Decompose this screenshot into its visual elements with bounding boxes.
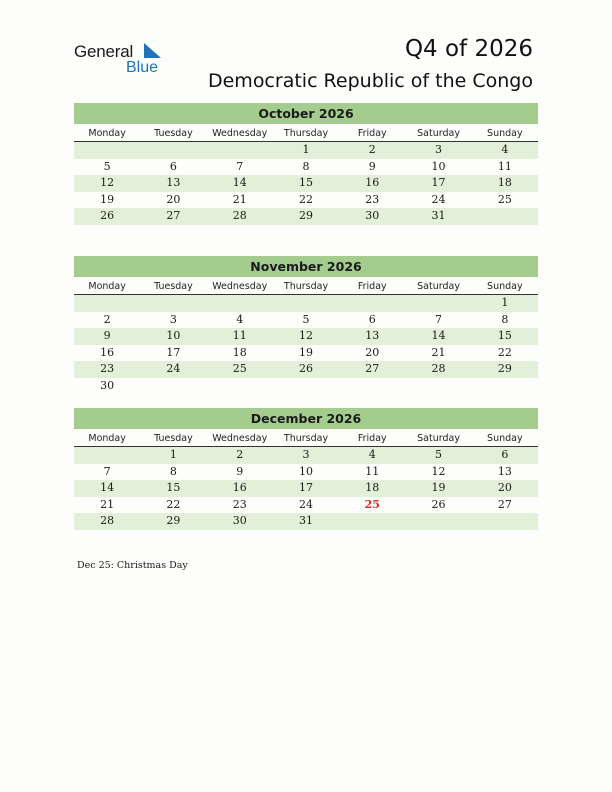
date-cell: 4 xyxy=(368,448,376,461)
date-cell xyxy=(405,378,471,395)
weekday-header-row xyxy=(74,277,538,295)
date-cell xyxy=(472,208,538,225)
date-cell: 23 xyxy=(365,192,380,206)
week-row xyxy=(74,497,538,514)
date-cell: 21 xyxy=(232,192,247,206)
date-cell xyxy=(273,295,339,312)
date-cell: 13 xyxy=(166,176,181,189)
week-row xyxy=(74,295,538,312)
date-cell: 5 xyxy=(103,159,111,173)
date-cell: 20 xyxy=(497,481,512,494)
date-cell: 7 xyxy=(236,159,244,173)
weekday-label: Monday xyxy=(88,128,126,139)
week-row xyxy=(74,480,538,497)
date-cell: 5 xyxy=(302,312,310,326)
date-cell xyxy=(405,295,471,312)
date-cell: 4 xyxy=(236,312,244,326)
date-cell: 27 xyxy=(365,362,380,375)
date-cell: 11 xyxy=(497,159,512,173)
date-cell: 17 xyxy=(166,345,181,359)
date-cell xyxy=(207,378,273,395)
date-cell: 28 xyxy=(232,209,247,222)
logo-blue-text: Blue xyxy=(126,59,159,76)
date-cell xyxy=(207,295,273,312)
week-row xyxy=(74,328,538,345)
date-cell: 18 xyxy=(232,345,247,359)
date-cell: 3 xyxy=(169,312,177,326)
date-cell xyxy=(140,142,206,159)
date-cell: 25 xyxy=(497,192,512,206)
month-title: November 2026 xyxy=(74,256,538,277)
date-cell: 2 xyxy=(368,143,376,156)
weekday-label: Friday xyxy=(357,128,387,139)
date-cell: 16 xyxy=(232,481,247,494)
date-cell: 6 xyxy=(501,448,509,461)
date-cell: 28 xyxy=(431,362,446,375)
week-row xyxy=(74,361,538,378)
week-row xyxy=(74,175,538,192)
calendar-october xyxy=(74,103,538,225)
month-title: October 2026 xyxy=(74,103,538,124)
date-cell: 17 xyxy=(431,176,446,189)
calendar-november xyxy=(74,256,538,394)
date-cell: 1 xyxy=(501,296,509,309)
week-row xyxy=(74,378,538,395)
date-cell xyxy=(339,295,405,312)
date-cell: 17 xyxy=(298,481,313,494)
date-cell: 27 xyxy=(166,209,181,222)
weekday-label: Friday xyxy=(357,281,387,292)
week-row xyxy=(74,513,538,530)
date-cell: 5 xyxy=(435,448,443,461)
date-cell: 7 xyxy=(103,464,111,478)
date-cell: 23 xyxy=(232,497,247,511)
date-cell: 16 xyxy=(100,345,115,359)
date-cell: 30 xyxy=(232,514,247,527)
date-cell: 6 xyxy=(368,312,376,326)
date-cell xyxy=(339,378,405,395)
date-cell: 22 xyxy=(298,192,313,206)
weekday-label: Sunday xyxy=(487,433,523,444)
date-cell: 25 xyxy=(232,362,247,375)
date-cell xyxy=(472,513,538,530)
date-cell: 1 xyxy=(169,448,177,461)
date-cell: 14 xyxy=(232,176,247,189)
date-cell: 28 xyxy=(100,514,115,527)
weekday-label: Thursday xyxy=(283,128,329,139)
weekday-label: Saturday xyxy=(417,128,460,139)
weekday-label: Monday xyxy=(88,281,126,292)
week-row xyxy=(74,345,538,362)
date-cell: 10 xyxy=(298,464,313,478)
week-row xyxy=(74,142,538,159)
date-cell: 27 xyxy=(497,497,512,511)
weekday-label: Tuesday xyxy=(154,128,193,139)
date-cell: 19 xyxy=(100,192,115,206)
date-cell xyxy=(405,513,471,530)
calendar-december xyxy=(74,408,538,530)
weekday-label: Wednesday xyxy=(212,128,268,139)
weekday-label: Sunday xyxy=(487,128,523,139)
weekday-label: Thursday xyxy=(283,281,329,292)
date-cell: 6 xyxy=(169,159,177,173)
date-cell: 19 xyxy=(298,345,313,359)
date-cell: 15 xyxy=(497,329,512,342)
date-cell: 31 xyxy=(431,209,446,222)
month-title: December 2026 xyxy=(74,408,538,429)
date-cell: 2 xyxy=(103,312,111,326)
date-cell: 7 xyxy=(435,312,443,326)
date-cell: 26 xyxy=(298,362,313,375)
weekday-label: Thursday xyxy=(283,433,329,444)
date-cell xyxy=(74,295,140,312)
date-cell: 2 xyxy=(236,448,244,461)
date-cell xyxy=(140,295,206,312)
date-cell: 20 xyxy=(166,192,181,206)
date-cell: 10 xyxy=(431,159,446,173)
date-cell: 26 xyxy=(100,209,115,222)
date-cell: 16 xyxy=(365,176,380,189)
date-cell: 8 xyxy=(501,312,509,326)
date-cell xyxy=(472,378,538,395)
date-cell: 21 xyxy=(100,497,115,511)
weekday-label: Friday xyxy=(357,433,387,444)
country-subtitle: Democratic Republic of the Congo xyxy=(207,70,533,92)
date-cell: 13 xyxy=(497,464,512,478)
week-row xyxy=(74,447,538,464)
date-cell: 3 xyxy=(302,448,310,461)
date-cell xyxy=(339,513,405,530)
date-cell: 12 xyxy=(298,329,313,342)
date-cell: 29 xyxy=(497,362,512,375)
date-cell: 11 xyxy=(232,329,247,342)
date-cell xyxy=(273,378,339,395)
date-cell: 23 xyxy=(100,362,115,375)
date-cell: 26 xyxy=(431,497,446,511)
date-cell xyxy=(74,142,140,159)
date-cell: 31 xyxy=(298,514,313,527)
date-cell: 1 xyxy=(302,143,310,156)
date-cell: 9 xyxy=(236,464,244,478)
date-cell: 14 xyxy=(431,329,446,342)
date-cell: 12 xyxy=(431,464,446,478)
flag-icon xyxy=(142,43,162,59)
weekday-label: Wednesday xyxy=(212,281,268,292)
weekday-label: Wednesday xyxy=(212,433,268,444)
date-cell: 29 xyxy=(298,209,313,222)
date-cell: 15 xyxy=(166,481,181,494)
weekday-header-row xyxy=(74,124,538,142)
date-cell: 24 xyxy=(431,192,446,206)
date-cell: 8 xyxy=(302,159,310,173)
week-row xyxy=(74,192,538,209)
date-cell: 29 xyxy=(166,514,181,527)
week-row xyxy=(74,312,538,329)
date-cell: 15 xyxy=(298,176,313,189)
weekday-header-row xyxy=(74,429,538,447)
date-cell: 24 xyxy=(166,362,181,375)
date-cell: 22 xyxy=(497,345,512,359)
weekday-label: Monday xyxy=(88,433,126,444)
weekday-label: Tuesday xyxy=(154,281,193,292)
holiday-note: Dec 25: Christmas Day xyxy=(77,560,188,571)
weekday-label: Saturday xyxy=(417,281,460,292)
week-row xyxy=(74,208,538,225)
date-cell xyxy=(140,378,206,395)
weekday-label: Saturday xyxy=(417,433,460,444)
weekday-label: Tuesday xyxy=(154,433,193,444)
date-cell: 4 xyxy=(501,143,509,156)
date-cell: 11 xyxy=(365,464,380,478)
date-cell: 18 xyxy=(365,481,380,494)
date-cell xyxy=(74,447,140,464)
page-title: Q4 of 2026 xyxy=(404,36,533,62)
date-cell: 13 xyxy=(365,329,380,342)
holiday-date-cell: 25 xyxy=(364,497,380,511)
week-row xyxy=(74,464,538,481)
date-cell: 14 xyxy=(100,481,115,494)
date-cell: 19 xyxy=(431,481,446,494)
date-cell: 9 xyxy=(368,159,376,173)
logo-general-text: General xyxy=(74,42,134,61)
week-row xyxy=(74,159,538,176)
date-cell: 22 xyxy=(166,497,181,511)
date-cell: 12 xyxy=(100,176,115,189)
date-cell: 21 xyxy=(431,345,446,359)
date-cell: 30 xyxy=(365,209,380,222)
date-cell: 10 xyxy=(166,329,181,342)
date-cell: 18 xyxy=(497,176,512,189)
date-cell: 9 xyxy=(103,329,111,342)
date-cell: 3 xyxy=(435,143,443,156)
holiday-notes xyxy=(77,560,188,571)
date-cell: 20 xyxy=(365,345,380,359)
general-blue-logo xyxy=(74,42,174,78)
date-cell: 24 xyxy=(298,497,313,511)
date-cell: 8 xyxy=(169,464,177,478)
weekday-label: Sunday xyxy=(487,281,523,292)
date-cell xyxy=(207,142,273,159)
date-cell: 30 xyxy=(100,378,115,392)
